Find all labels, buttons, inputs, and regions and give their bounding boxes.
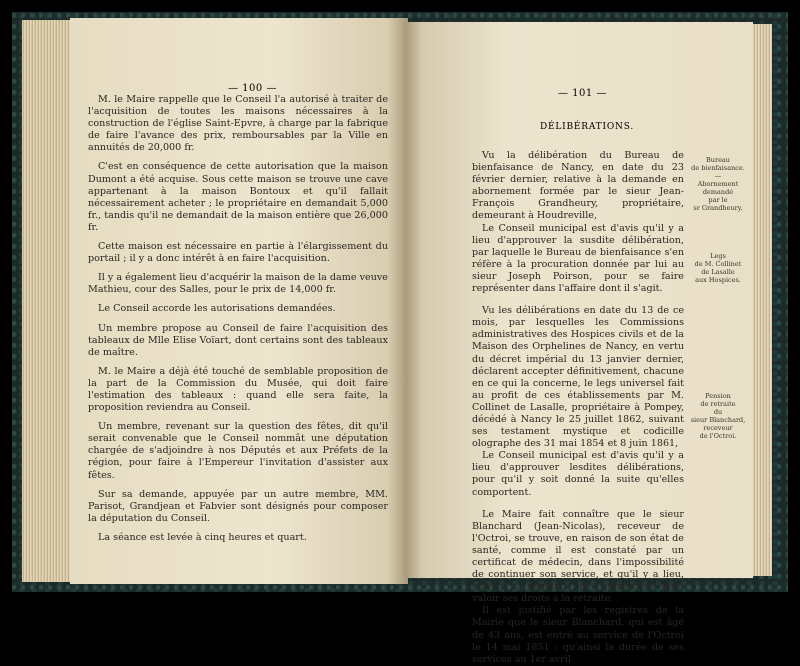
paragraph: Il est justifié par les registres de la Mairie que le sieur Blanchard, qui est âgé de 43 ans, est entré au service de l'Octroi le 14 mai 1851 ; qu'ainsi la durée de ses services au 1er avril: [472, 605, 684, 665]
right-page-text: [472, 150, 684, 666]
paragraph: Le Conseil municipal est d'avis qu'il y a lieu d'approuver la susdite délibération, par laquelle le Bureau de bienfaisance s'en réfère à la procuration donnée par lui au sieur Joseph Poirson, pour se faire représenter dans l'affaire dont il s'agit.: [472, 222, 684, 295]
right-page-number: — 101 —: [558, 88, 607, 99]
paragraph: La séance est levée à cinq heures et quart.: [98, 531, 307, 543]
margin-note-pension: Pension de retraite du sieur Blanchard, receveur de l'Octroi.: [690, 392, 746, 440]
left-page-text: [88, 94, 388, 551]
margin-note-bienfaisance: Bureau de bienfaisance. — Abornement demandé par le sr Grandheury.: [691, 156, 745, 212]
paragraph: Le Conseil municipal est d'avis qu'il y a lieu d'approuver lesdites délibérations, pour qu'il y soit donné la suite qu'elles comportent.: [472, 450, 684, 498]
paragraph: Le Maire fait connaître que le sieur Blanchard (Jean-Nicolas), receveur de l'Octroi, se trouve, en raison de son état de santé, comme il est constaté par un certificat de médecin, dans l'impossibilité de continuer son service, et qu'il y a lieu, suivant sa demande, de l'admettre à faire valoir ses droits à la retraite.: [472, 508, 684, 605]
paragraph: Le Conseil accorde les autorisations demandées.: [98, 303, 336, 315]
margin-note-legs: Legs de M. Collinet de Lasalle aux Hospices.: [694, 252, 742, 284]
paragraph: Un membre propose au Conseil de faire l'acquisition des tableaux de Mlle Elise Voïart, dont certains sont des tableaux de maître.: [88, 322, 388, 358]
paragraph: Sur sa demande, appuyée par un autre membre, MM. Parisot, Grandjean et Fabvier sont désignés pour composer la députation du Conseil.: [88, 488, 388, 524]
section-heading: DÉLIBÉRATIONS.: [540, 122, 635, 132]
paragraph: C'est en conséquence de cette autorisation que la maison Dumont a été acquise. Sous cette maison se trouve une cave appartenant à la maison Bontoux et qu'il fallait nécessairement acheter ; le propriétaire en demandait 5,000 fr., tandis qu'il ne demandait de la maison entière que 26,000 fr.: [88, 161, 388, 233]
paragraph: M. le Maire rappelle que le Conseil l'a autorisé à traiter de l'acquisition de toutes les maisons nécessaires à la construction de l'église Saint-Epvre, à charge par la fabrique de faire l'avance des prix, remboursables par la Ville en annuités de 20,000 fr.: [88, 94, 388, 154]
paragraph: Vu la délibération du Bureau de bienfaisance de Nancy, en date du 23 février dernier, relative à la demande en abornement formée par le sieur Jean-François Grandheury, propriétaire, demeurant à Houdreville,: [472, 150, 684, 222]
paragraph: Un membre, revenant sur la question des fêtes, dit qu'il serait convenable que le Conseil nommât une députation chargée de s'adjoindre à nos Députés et aux Préfets de la région, pour faire à l'Empereur l'invitation d'assister aux fêtes.: [88, 421, 388, 481]
paragraph: M. le Maire a déjà été touché de semblable proposition de la part de la Commission du Musée, qui doit faire l'estimation des tableaux : quand elle sera faite, la proposition reviendra au Conseil.: [88, 365, 388, 414]
page-edges-right: [750, 24, 772, 576]
paragraph: Il y a également lieu d'acquérir la maison de la dame veuve Mathieu, cour des Salles, pour le prix de 14,000 fr.: [88, 272, 388, 296]
paragraph: Cette maison est nécessaire en partie à l'élargissement du portail ; il y a donc intérêt à en faire l'acquisition.: [88, 241, 388, 265]
paragraph: Vu les délibérations en date du 13 de ce mois, par lesquelles les Commissions administratives des Hospices civils et de la Maison des Orphelines de Nancy, en vertu du décret impérial du 13 janvier dernier, déclarent accepter définitivement, chacune en ce qui la concerne, le legs universel fait au profit de ces établissements par M. Collinet de Lasalle, propriétaire à Pompey, décédé à Nancy le 25 juillet 1862, suivant ses testament mystique et codicille olographe des 31 mai 1854 et 8 juin 1861,: [472, 305, 684, 450]
left-page-number: — 100 —: [228, 83, 277, 94]
